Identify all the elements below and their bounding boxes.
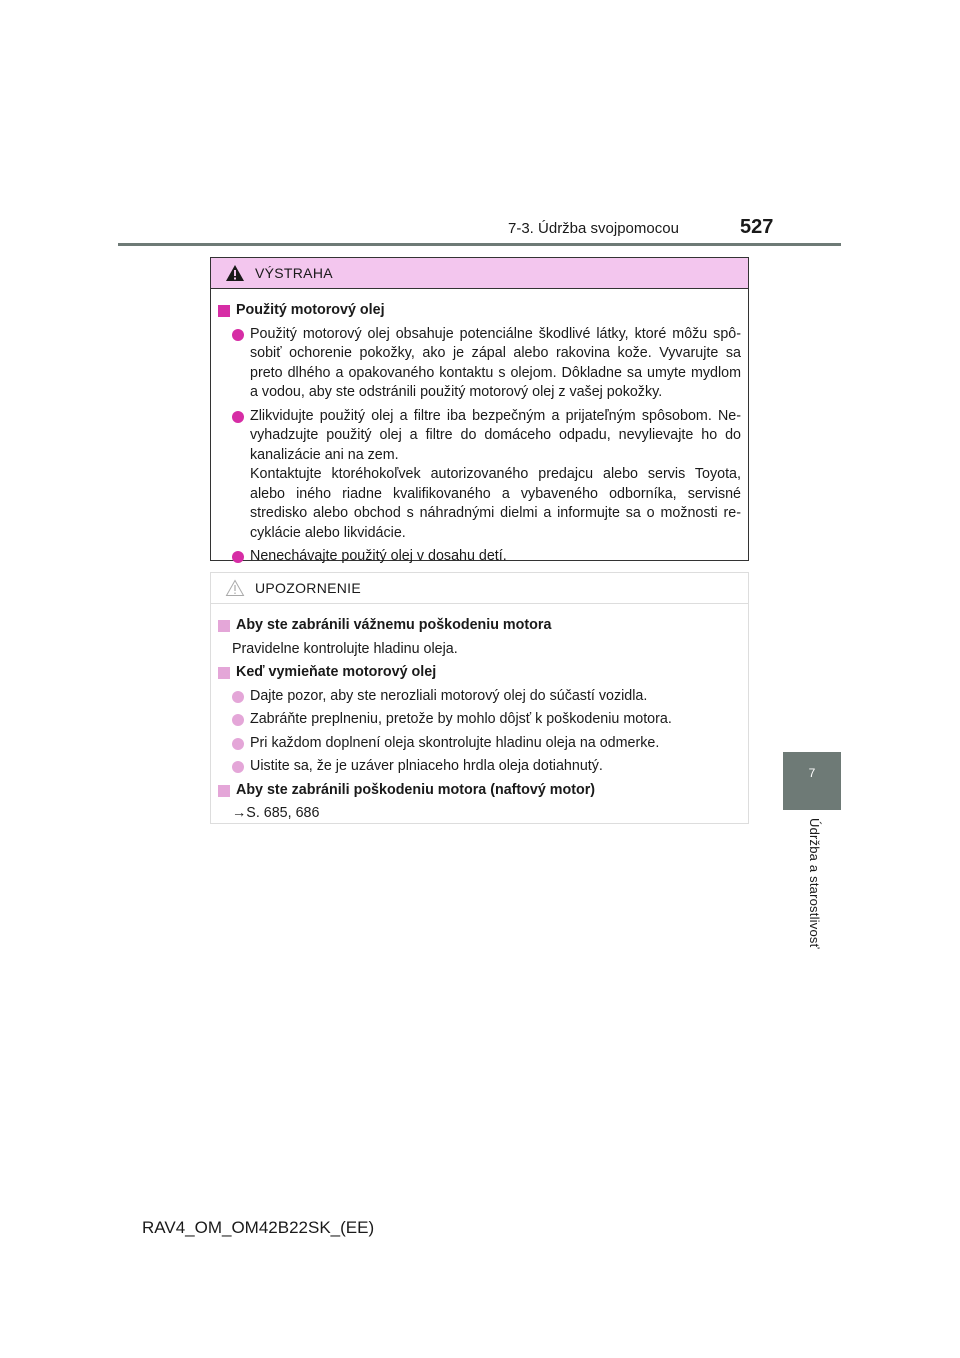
header-rule <box>118 243 841 246</box>
chapter-number: 7 <box>808 766 816 780</box>
warning-box <box>210 257 749 564</box>
chapter-tab <box>783 752 841 810</box>
bullet-dot-icon <box>232 761 244 773</box>
caution-title: UPOZORNENIE <box>255 580 361 596</box>
list-item: Zabráňte preplneniu, pretože by mohlo dôjsť k poškodeniu motora. <box>232 710 741 730</box>
warning-heading: Použitý motorový olej <box>218 301 741 321</box>
list-item: Zlikvidujte použitý olej a filtre iba bezpečným a prijateľným spôsobom. Ne-vyhadzujte použitý olej a filtre do domáceho odpadu, nevylievajte ho do kanalizácie ani na zem. Kontaktujte ktoréhokoľvek autorizovaného predajcu alebo servis Toyota, alebo iného riadne kvalifikovaného a vybaveného odborníka, servisné stredisko alebo obchod s náhradnými dielmi a informujte sa o možnosti re-cyklácie alebo likvidácie. <box>232 407 741 544</box>
caution-icon <box>225 579 245 597</box>
warning-icon <box>225 264 245 282</box>
list-item: Uistite sa, že je uzáver plniaceho hrdla oleja dotiahnutý. <box>232 757 741 777</box>
caution-heading: Keď vymieňate motorový olej <box>218 663 741 683</box>
page-reference: →S. 685, 686 <box>232 805 320 821</box>
square-bullet-icon <box>218 667 230 679</box>
bullet-dot-icon <box>232 738 244 750</box>
caution-heading: Aby ste zabránili poškodeniu motora (naftový motor) <box>218 781 741 801</box>
document-code: RAV4_OM_OM42B22SK_(EE) <box>142 1218 375 1237</box>
caution-heading: Aby ste zabránili vážnemu poškodeniu motora <box>218 616 741 636</box>
square-bullet-icon <box>218 620 230 632</box>
list-item: Pri každom doplnení oleja skontrolujte hladinu oleja na odmerke. <box>232 734 741 754</box>
list-item: Dajte pozor, aby ste nerozliali motorový olej do súčastí vozidla. <box>232 687 741 707</box>
bullet-dot-icon <box>232 551 244 563</box>
square-bullet-icon <box>218 785 230 797</box>
page-number: 527 <box>740 216 774 238</box>
warning-title: VÝSTRAHA <box>255 265 333 281</box>
warning-header <box>211 258 748 289</box>
bullet-dot-icon <box>232 714 244 726</box>
caution-box <box>210 572 749 824</box>
bullet-dot-icon <box>232 329 244 341</box>
chapter-label: Údržba a starostlivosť <box>807 818 822 949</box>
square-bullet-icon <box>218 305 230 317</box>
bullet-dot-icon <box>232 411 244 423</box>
section-title: 7-3. Údržba svojpomocou <box>508 220 679 237</box>
caution-header <box>211 573 748 604</box>
caution-text: Pravidelne kontrolujte hladinu oleja. <box>232 640 458 657</box>
list-item: Nenechávajte použitý olej v dosahu detí. <box>232 547 741 567</box>
bullet-dot-icon <box>232 691 244 703</box>
list-item: Použitý motorový olej obsahuje potenciálne škodlivé látky, ktoré môžu spô-sobiť ochorenie pokožky, ako je zápal alebo rakovina kože. Vyvarujte sa preto dlhého a opakovaného kontaktu s olejom. Dôkladne sa umyte mydlom a vodou, aby ste odstránili použitý motorový olej z vašej pokožky. <box>232 325 741 403</box>
